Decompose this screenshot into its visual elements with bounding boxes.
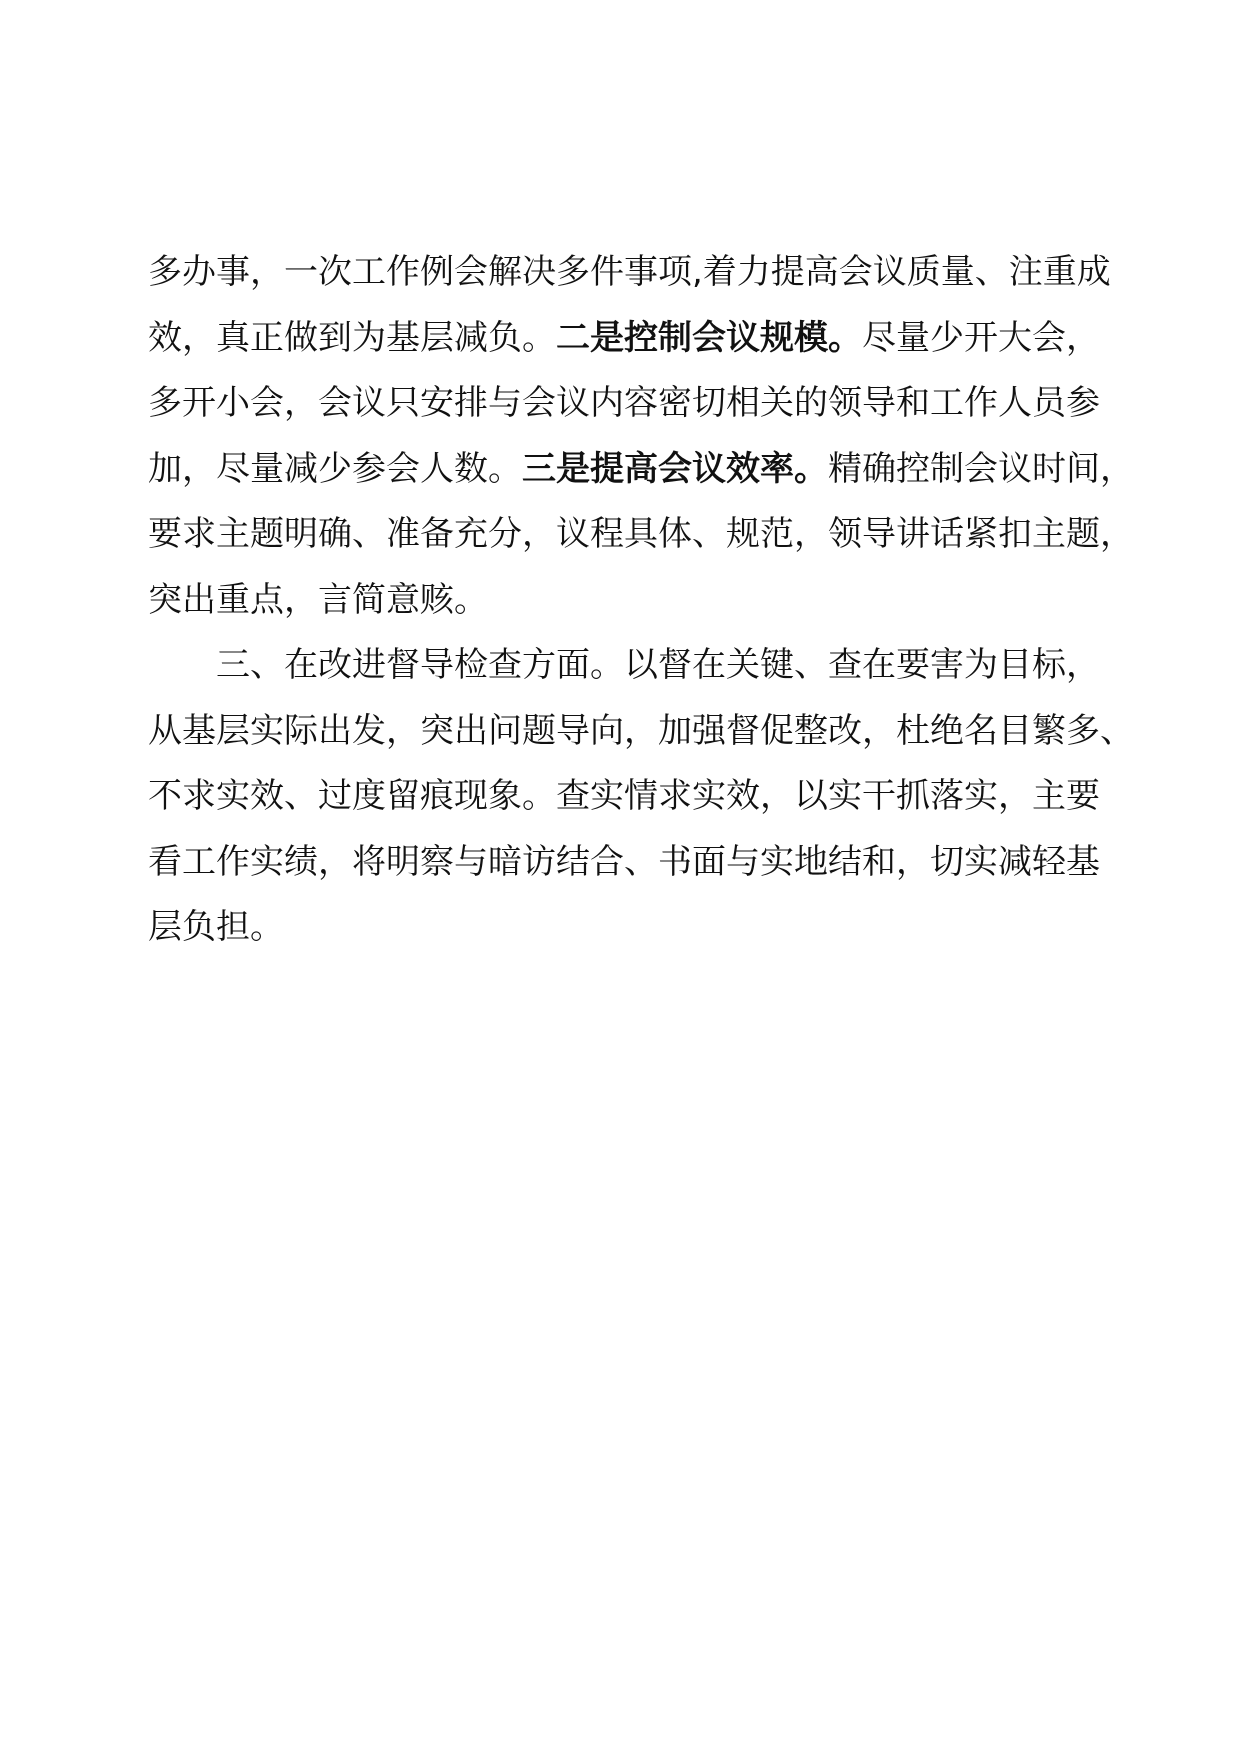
body-line-1 xyxy=(148,240,1118,306)
text-segment: 层负担。 xyxy=(148,907,284,947)
text-segment: 尽量少开大会， xyxy=(862,317,1100,358)
text-segment: 不求实效、过度留痕现象。查实情求实效，以实干抓落实，主要 xyxy=(148,776,1100,816)
document-body xyxy=(148,240,1134,961)
body-line-2 xyxy=(148,306,1118,372)
text-segment: 看工作实绩，将明察与暗访结合、书面与实地结和，切实减轻基 xyxy=(148,841,1100,882)
text-segment: 多办事，一次工作例会解决多件事项,着力提高会议质量、注重成 xyxy=(148,252,1111,292)
text-segment: 突出重点，言简意赅。 xyxy=(148,579,488,620)
body-line-10 xyxy=(148,830,1118,896)
body-line-4 xyxy=(148,437,1134,503)
body-line-6 xyxy=(148,568,1118,634)
body-line-3 xyxy=(148,371,1118,437)
body-line-5 xyxy=(148,502,1134,568)
body-line-8 xyxy=(148,699,1134,765)
text-segment: 效，真正做到为基层减负。 xyxy=(148,317,556,358)
bold-heading-improve-meeting-efficiency: 三是提高会议效率。 xyxy=(522,448,828,489)
text-segment: 精确控制会议时间， xyxy=(828,448,1134,489)
text-segment: 从基层实际出发，突出问题导向，加强督促整改，杜绝名目繁多、 xyxy=(148,710,1134,751)
text-segment: 要求主题明确、准备充分，议程具体、规范，领导讲话紧扣主题， xyxy=(148,514,1134,554)
body-line-7 xyxy=(148,633,1118,699)
body-line-9 xyxy=(148,764,1118,830)
text-segment: 加，尽量减少参会人数。 xyxy=(148,448,522,489)
text-segment: 三、在改进督导检查方面。以督在关键、查在要害为目标， xyxy=(216,645,1100,685)
text-segment: 多开小会，会议只安排与会议内容密切相关的领导和工作人员参 xyxy=(148,383,1100,423)
bold-heading-control-meeting-scale: 二是控制会议规模。 xyxy=(556,317,862,358)
body-line-11 xyxy=(148,895,1118,961)
